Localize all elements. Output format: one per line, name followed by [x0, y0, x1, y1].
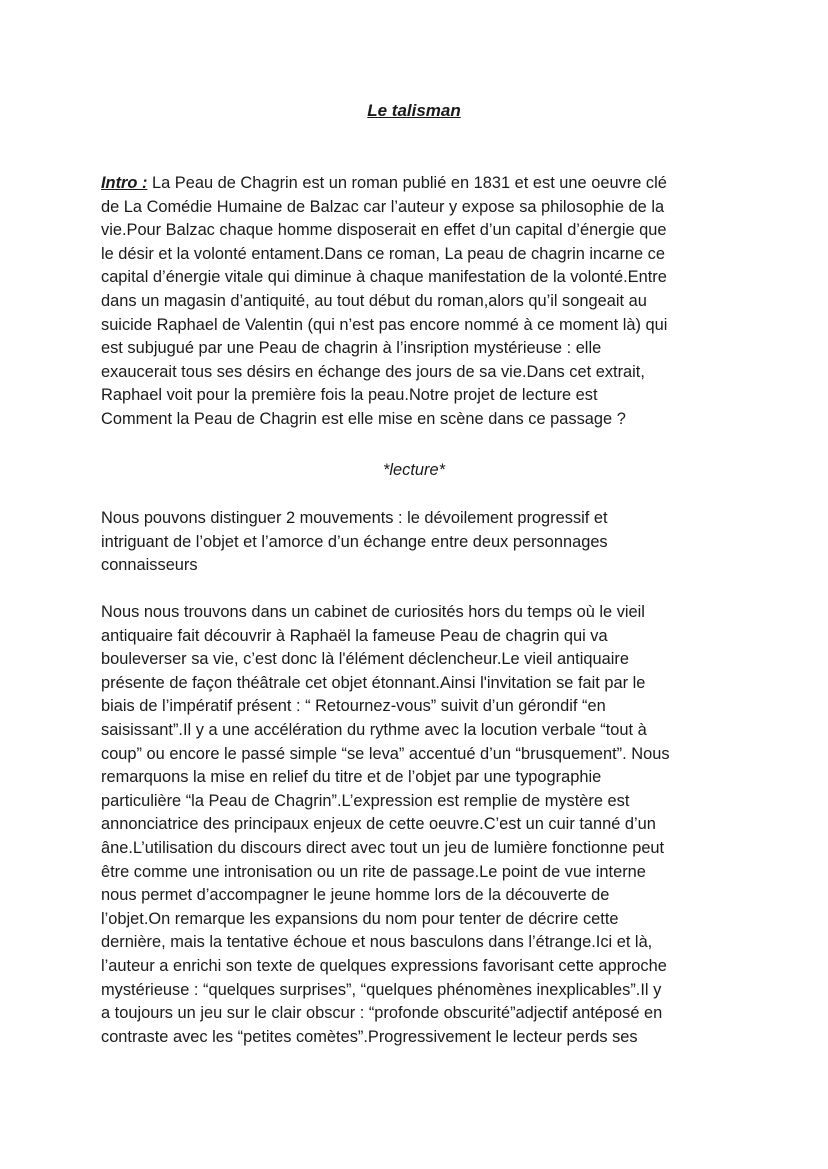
movements-line-2: intriguant de l’objet et l’amorce d’un échange entre deux personnages	[101, 532, 608, 551]
analysis-line-15: dernière, mais la tentative échoue et nous basculons dans l’étrange.Ici et là,	[101, 933, 653, 952]
movements-line-1: Nous pouvons distinguer 2 mouvements : le dévoilement progressif et	[101, 509, 608, 527]
analysis-line-4: présente de façon théâtrale cet objet étonnant.Ainsi l'invitation se fait par le	[101, 673, 646, 692]
analysis-line-11: âne.L’utilisation du discours direct avec tout un jeu de lumière fonctionne peut	[101, 838, 665, 857]
analysis-line-19: contraste avec les “petites comètes”.Progressivement le lecteur perds ses	[101, 1027, 638, 1046]
analysis-line-17: mystérieuse : “quelques surprises”, “quelques phénomènes inexplicables”.Il y	[101, 980, 662, 999]
movements-paragraph	[101, 507, 727, 578]
analysis-line-6: saisissant”.Il y a une accélération du rythme avec la locution verbale “tout à	[101, 720, 647, 739]
analysis-paragraph	[101, 601, 727, 1049]
analysis-line-1: Nous nous trouvons dans un cabinet de curiosités hors du temps où le vieil	[101, 603, 645, 621]
analysis-line-8: remarquons la mise en relief du titre et de l’objet par une typographie	[101, 768, 602, 787]
analysis-line-14: l’objet.On remarque les expansions du nom pour tenter de décrire cette	[101, 909, 619, 928]
intro-label: Intro :	[101, 174, 148, 192]
analysis-line-2: antiquaire fait découvrir à Raphaël la fameuse Peau de chagrin qui va	[101, 626, 608, 645]
intro-line-6: dans un magasin d’antiquité, au tout début du roman,alors qu’il songeait au	[101, 291, 647, 310]
intro-line-3: vie.Pour Balzac chaque homme disposerait en effet d’un capital d’énergie que	[101, 221, 667, 240]
intro-line-1	[101, 172, 727, 196]
document-title: Le talisman	[367, 101, 461, 120]
intro-line-5: capital d’énergie vitale qui diminue à chaque manifestation de la volonté.Entre	[101, 268, 667, 287]
lecture-marker: *lecture*	[383, 461, 445, 479]
analysis-line-9: particulière “la Peau de Chagrin”.L’expression est remplie de mystère est	[101, 791, 630, 810]
intro-line-2: de La Comédie Humaine de Balzac car l’auteur y expose sa philosophie de la	[101, 197, 665, 216]
intro-line-4: le désir et la volonté entament.Dans ce roman, La peau de chagrin incarne ce	[101, 244, 665, 263]
intro-line-9: exaucerait tous ses désirs en échange des jours de sa vie.Dans cet extrait,	[101, 362, 645, 381]
intro-line-1-text: La Peau de Chagrin est un roman publié en 1831 et est une oeuvre clé	[147, 174, 667, 192]
analysis-line-3: bouleverser sa vie, c’est donc là l'élément déclencheur.Le vieil antiquaire	[101, 650, 629, 669]
intro-line-7: suicide Raphael de Valentin (qui n’est pas encore nommé à ce moment là) qui	[101, 315, 668, 334]
intro-line-10: Raphael voit pour la première fois la peau.Notre projet de lecture est	[101, 386, 598, 405]
analysis-line-5: biais de l’impératif présent : “ Retournez-vous” suivit d’un gérondif “en	[101, 697, 606, 716]
analysis-line-12: être comme une intronisation ou un rite de passage.Le point de vue interne	[101, 862, 646, 881]
movements-line-3: connaisseurs	[101, 556, 198, 575]
analysis-line-13: nous permet d’accompagner le jeune homme lors de la découverte de	[101, 886, 610, 905]
analysis-line-10: annonciatrice des principaux enjeux de cette oeuvre.C’est un cuir tanné d’un	[101, 815, 656, 834]
intro-paragraph	[101, 172, 727, 432]
analysis-line-18: a toujours un jeu sur le clair obscur : “profonde obscurité”adjectif antéposé en	[101, 1004, 663, 1023]
analysis-line-16: l’auteur a enrichi son texte de quelques expressions favorisant cette approche	[101, 956, 667, 975]
intro-line-8: est subjugué par une Peau de chagrin à l’insription mystérieuse : elle	[101, 339, 602, 358]
intro-line-11: Comment la Peau de Chagrin est elle mise en scène dans ce passage ?	[101, 409, 626, 428]
analysis-line-7: coup” ou encore le passé simple “se leva” accentué d’un “brusquement”. Nous	[101, 744, 670, 763]
